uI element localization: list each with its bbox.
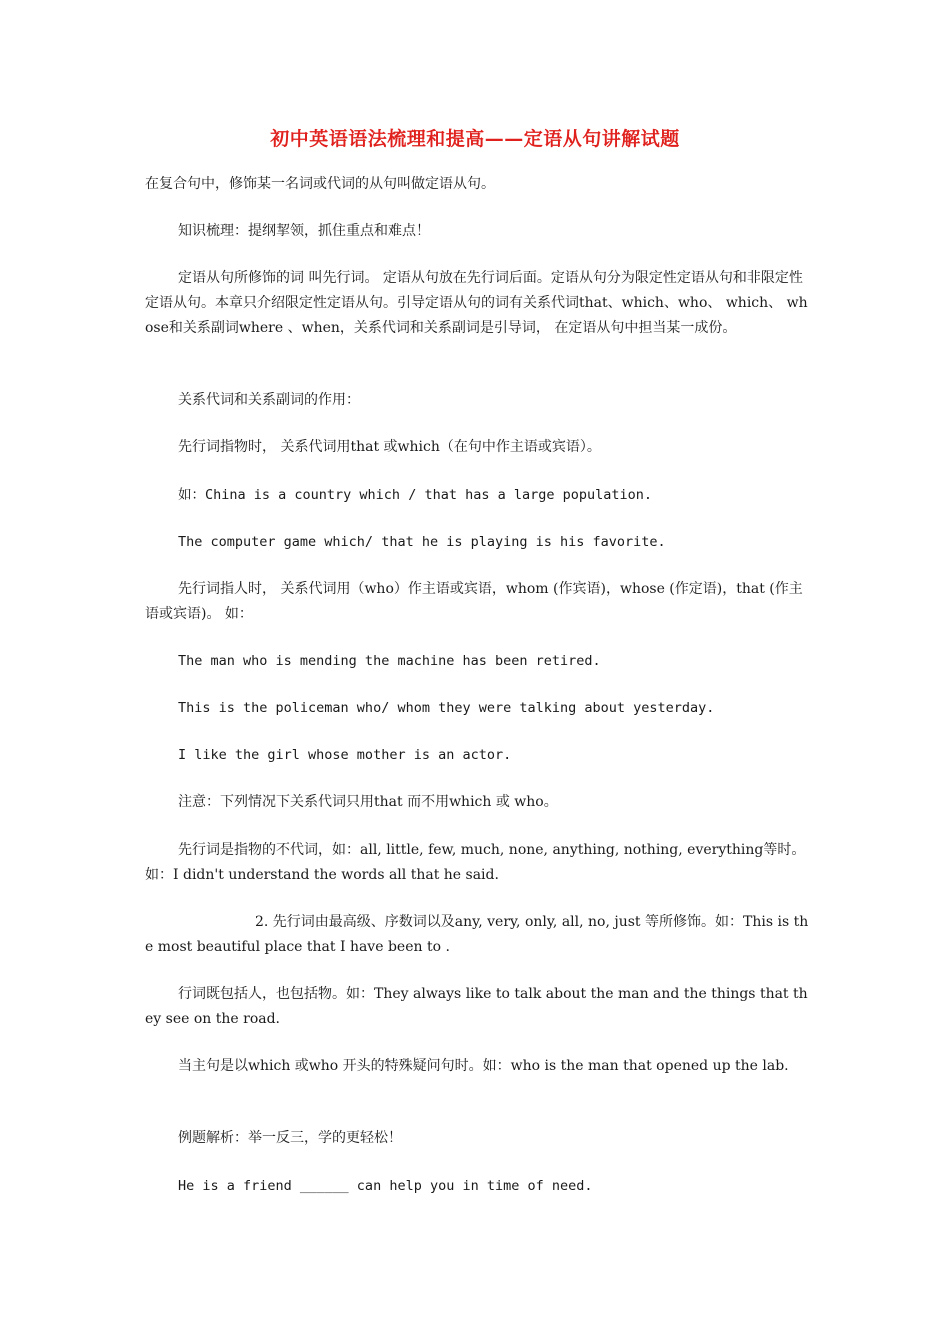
paragraph-rule-1: 先行词是指物的不代词，如：all, little, few, much, none, anything, nothing, everything等时。如：I didn't understand the words all that he said. — [145, 842, 806, 883]
example-sentence-1: 如：China is a country which / that has a large population. — [178, 487, 653, 503]
paragraph-function-heading: 关系代词和关系副词的作用： — [178, 392, 360, 408]
exercise-question-1: He is a friend ______ can help you in time of need. — [178, 1178, 593, 1194]
example-sentence-2: The computer game which/ that he is playing is his favorite. — [178, 534, 666, 550]
document-title: 初中英语语法梳理和提高——定语从句讲解试题 — [270, 128, 680, 150]
paragraph-rule-2: 2. 先行词由最高级、序数词以及any, very, only, all, no, just 等所修饰。如：This is the most beautiful place that I have been to . — [145, 914, 809, 955]
paragraph-intro: 在复合句中，修饰某一名词或代词的从句叫做定语从句。 — [145, 176, 495, 192]
paragraph-rule-3: 行词既包括人，也包括物。如：They always like to talk about the man and the things that they see on the road. — [145, 986, 808, 1027]
paragraph-note: 注意：下列情况下关系代词只用that 而不用which 或 who。 — [178, 794, 558, 810]
paragraph-definition: 定语从句所修饰的词 叫先行词。 定语从句放在先行词后面。定语从句分为限定性定语从句和非限定性定语从句。本章只介绍限定性定语从句。引导定语从句的词有关系代词that、which、who、 which、 whose和关系副词where 、when，关系代词和关系副词是引导词， 在定语从句中担当某一成份。 — [145, 270, 808, 336]
example-sentence-4: This is the policeman who/ whom they were talking about yesterday. — [178, 700, 715, 716]
example-sentence-3: The man who is mending the machine has been retired. — [178, 653, 601, 669]
paragraph-knowledge-heading: 知识梳理：提纲挈领，抓住重点和难点！ — [178, 223, 430, 239]
paragraph-thing-antecedent: 先行词指物时， 关系代词用that 或which（在句中作主语或宾语）。 — [178, 439, 601, 455]
example-sentence-5: I like the girl whose mother is an actor. — [178, 747, 512, 763]
paragraph-rule-4: 当主句是以which 或who 开头的特殊疑问句时。如：who is the man that opened up the lab. — [178, 1058, 789, 1074]
paragraph-person-antecedent: 先行词指人时， 关系代词用（who）作主语或宾语，whom (作宾语)，whose (作定语)，that (作主语或宾语)。 如： — [145, 581, 803, 622]
paragraph-examples-heading: 例题解析：举一反三，学的更轻松！ — [178, 1130, 402, 1146]
